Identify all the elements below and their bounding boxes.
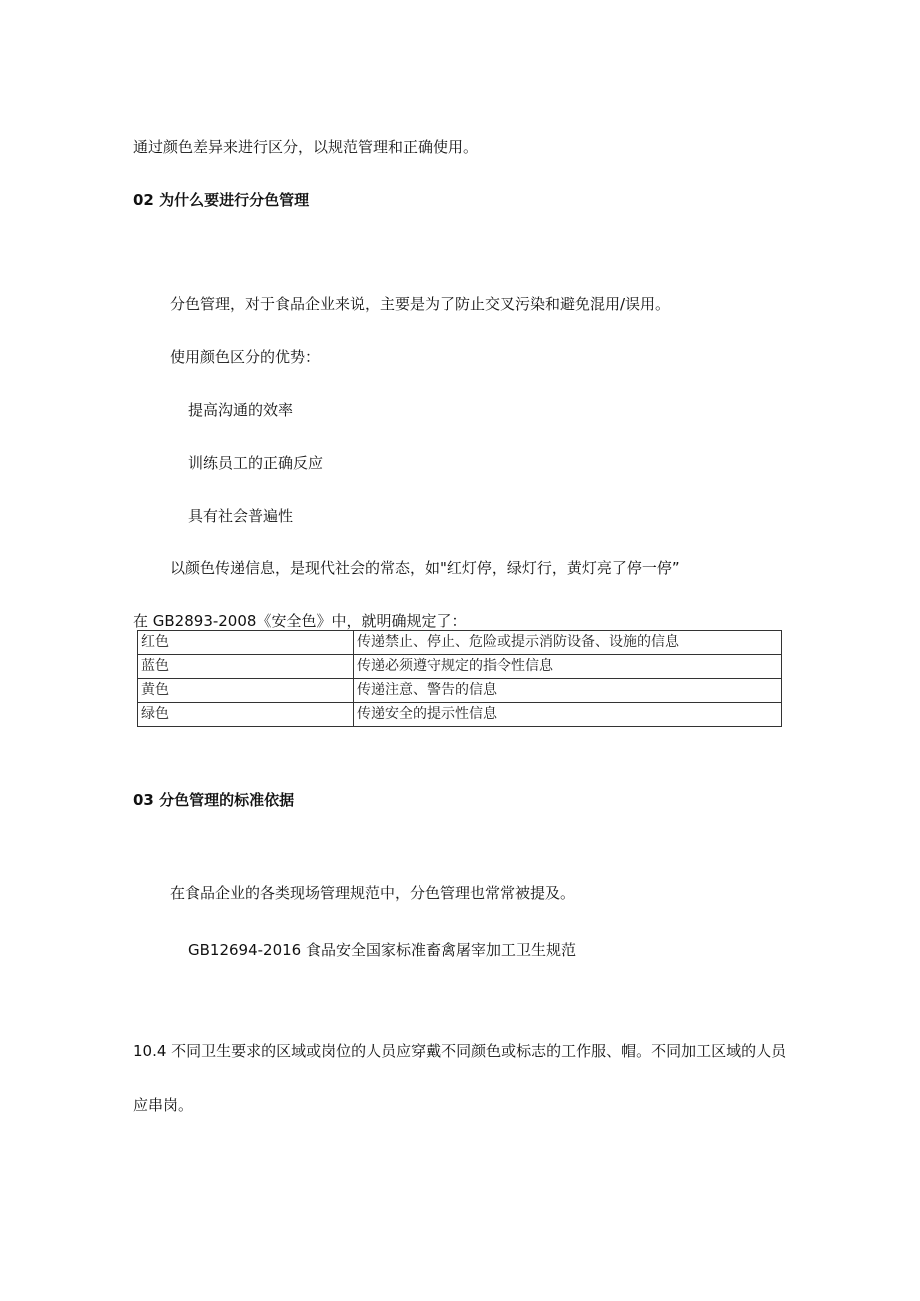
table-intro-text: 在 GB2893-2008《安全色》中，就明确规定了：: [133, 612, 467, 630]
section-02-paragraph-2: 以颜色传递信息，是现代社会的常态，如"红灯停，绿灯行，黄灯亮了停一停”: [170, 559, 680, 577]
table-cell-meaning: 传递必须遵守规定的指令性信息: [354, 655, 782, 679]
table-row: [138, 631, 782, 655]
intro-paragraph-tail: 通过颜色差异来进行区分，以规范管理和正确使用。: [133, 138, 479, 156]
section-02-paragraph-1: 分色管理，对于食品企业来说，主要是为了防止交叉污染和避免混用/误用。: [170, 295, 671, 313]
table-cell-color: 红色: [138, 631, 354, 655]
advantage-item: 提高沟通的效率: [188, 401, 294, 419]
table-row: [138, 679, 782, 703]
advantages-lead-text: 使用颜色区分的优势：: [170, 348, 321, 366]
table-cell-meaning: 传递安全的提示性信息: [354, 703, 782, 727]
table-cell-meaning: 传递禁止、停止、危险或提示消防设备、设施的信息: [354, 631, 782, 655]
section-03-paragraph-1: 在食品企业的各类现场管理规范中，分色管理也常常被提及。: [170, 884, 576, 902]
table-cell-meaning: 传递注意、警告的信息: [354, 679, 782, 703]
table-row: [138, 655, 782, 679]
section-03-heading: 03 分色管理的标准依据: [133, 791, 295, 809]
standard-name-text: GB12694-2016 食品安全国家标准畜禽屠宰加工卫生规范: [188, 941, 576, 959]
section-02-heading: 02 为什么要进行分色管理: [133, 191, 310, 209]
safety-color-table: [137, 630, 782, 727]
table-cell-color: 绿色: [138, 703, 354, 727]
advantage-item: 训练员工的正确反应: [188, 454, 324, 472]
table-cell-color: 黄色: [138, 679, 354, 703]
clause-paragraph: 10.4 不同卫生要求的区域或岗位的人员应穿戴不同颜色或标志的工作服、帽。不同加工区域的人员应串岗。: [133, 1042, 787, 1114]
advantage-item: 具有社会普遍性: [188, 507, 294, 525]
table-cell-color: 蓝色: [138, 655, 354, 679]
table-row: [138, 703, 782, 727]
